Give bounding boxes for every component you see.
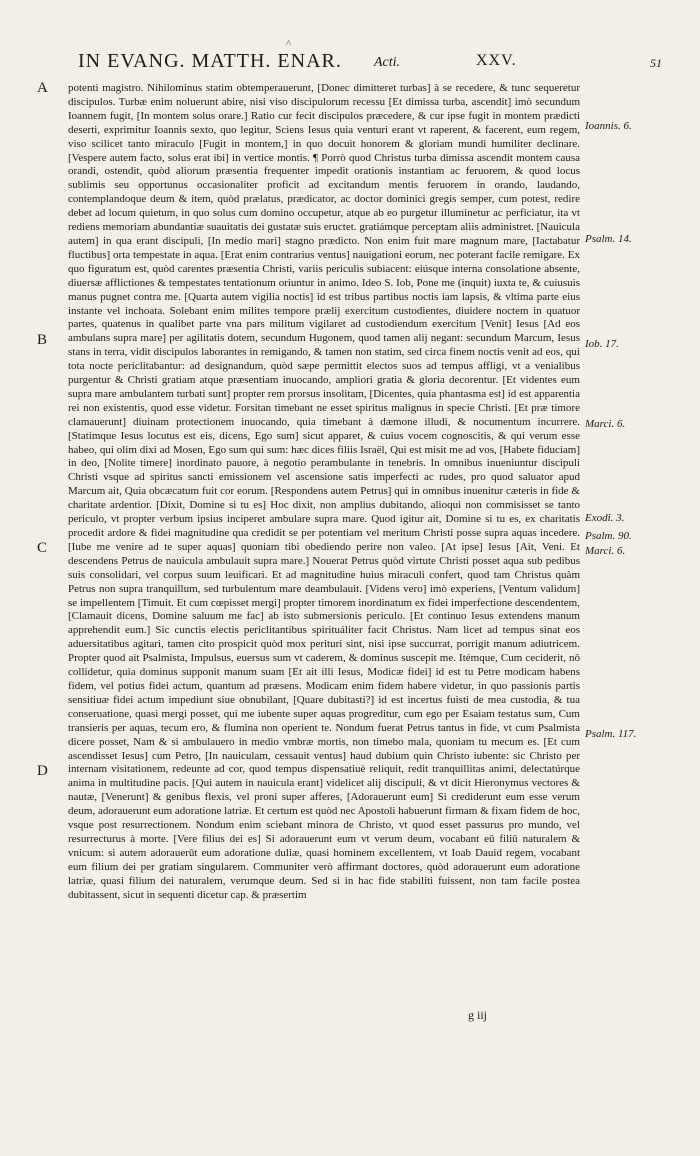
section-letter-c: C <box>37 540 48 556</box>
margin-reference: Exodi. 3. <box>585 512 625 524</box>
margin-reference: Iob. 17. <box>585 338 619 350</box>
running-subtitle: Acti. <box>374 55 401 70</box>
running-title: IN EVANG. MATTH. ENAR. <box>78 50 342 72</box>
section-letter-d: D <box>37 763 48 779</box>
folio-number: 51 <box>650 56 662 70</box>
chapter-number: XXV. <box>476 52 517 69</box>
margin-reference: Psalm. 117. <box>585 728 637 740</box>
margin-reference: Psalm. 14. <box>585 233 632 245</box>
margin-reference: Ioannis. 6. <box>585 120 632 132</box>
signature-mark: g iij <box>468 1008 488 1022</box>
commentary-body <box>68 82 580 906</box>
margin-reference: Marci. 6. <box>585 545 626 557</box>
running-header <box>78 50 578 80</box>
caret-mark: ^ <box>286 38 292 50</box>
commentary-paragraph: potenti magistro. Nihilominus statim obtemperauerunt, [Donec dimitteret turbas] à se recedere, & tunc sequeretur discipulos. Turbæ enim noluerunt abire, nisi viso discipulorum recessu [Et dimissa turba, ascendit] imò secundum Ioannem fugit, [In montem solus orare.] Ratio cur fecit discipulos præcedere, & cur ipse fugit in montem prædicti deserti, exprimitur Ioannis sexto, quo legitur, Sciens Iesus quia venturi erant vt raperent, & facerent, eum regem, viso scilicet tanto miraculo [Fugit in montem,] in quo docuit honorem & gloriam mundi humiliter declinare. [Vespere autem facto, solus erat ibi] in vertice montis. ¶ Porrò quod Christus turba dimissa ascendit montem causa orandi, ostendit, quòd aliorum præsentia frequenter impedit orationis instantiam ac feruorem, & quod locus sublimis seu opportunus occasionaliter proficit ad excitandum mentis feruorem in orando, laudando, contemplandoque deum & item, quòd prælatus, prædicator, ac doctor dominici gregis semper, cum potest, redire debet ad locum quietum, in quo solus cum domino occupetur, atque ab eo purgetur illuminetur ac perficiatur, ita vt rediens memoriam abundantiæ suauitatis dei gustatæ suis eructet. gratiámque perceptam aliis administret. [Nauicula autem] in qua erant discipuli, [In medio mari] stagno prædicto. Non enim fuit mare magnum mare, [Iactabatur fluctibus] orta tempestate in aqua. [Erat enim contrarius ventus] nauigationi eorum, nec poterant facile remigare. Ex quo figuratum est, quòd carentes præsentia Christi, variis periculis subiacent: eiúsque interna consolatione absente, diuersæ afflictiones & tempestates tentationum oriuntur in animo. Ideo S. Iob, Pone me (inquit) iuxta te, & cuiusuis manus pugnet contra me. [Quarta autem vigilia noctis] id est tribus partibus noctis iam lapsis, & vltima parte eius instante vel inchoata. Solebant enim milites tempore prælij exercitum custodientes, diuidere noctem in quatuor partes, quatenus in qualibet parte vna pars militum vigilaret ad custodiendum exercitum [Venit] Iesus [Ad eos ambulans supra mare] per agilitatis dotem, secundum Hugonem, quod tamen alij negant: secundum Marcum, Iesus stans in terra, vidit discipulos laborantes in remigando, & tamen non statim, sed circa finem noctis venit ad eos, qui tota nocte periclitabantur: ad designandum, quòd sæpe permittit electos suos ad tempus affligi, vt a venialibus purgentur & Christi gratiam atque præsentiam inuocando, ampliori gratia & gloria decorentur. [Et videntes eum supra mare ambulantem turbati sunt] propter rem prorsus insolitam, [Dicentes, quia phantasma est] id est apparentia rei non existentis, quod esse videtur. Forsitan timebant ne esset spiritus malignus in specie Christi. [Et præ timore clamauerunt] diuinam protectionem inuocando, quia timebant à dæmone illudi, & nocumentum incurrere. [Statimque Iesus locutus est eis, dicens, Ego sum] sicut apparet, & cuius vocem cognoscitis, & qui verum esse habeo, qui olim dixi ad Mosen, Ego sum qui sum: hæc dices filiis Israël, Qui est misit me ad vos, [Habete fiduciam] in deo, [Nolite timere] inordinato pauore, à negotio perambulante in tenebris. In omnibus inueniuntur discipuli Christi vsque ad spiritus sancti emissionem vel ascensione satis imperfecti ac rudes, pro quod saluator apud Marcum ait, Quia obcæcatum fuit cor eorum. [Respondens autem Petrus] qui in omnibus inuenitur cæteris in fide & charitate ardentior. [Dixit, Domine si tu es] Hoc dixit, non amplius dubitando, alioqui non commisisset se tanto periculo, vt propter verbum ipsius inciperet ambulare supra mare. Quod igitur ait, Domine si tu es, ex charitatis procedit ardore & fidei magnitudine qua credidit se per potentiam vel meritum Christi posse supra aquas incedere. [Iube me venire ad te super aquas] quoniam tibi obediendo perire non valeo. [At ipse] Iesus [Ait, Veni. Et descendens Petrus de nauicula ambulauit supra mare.] Nouerat Petrus quòd virtute Christi posset aqua sub pedibus suis consolidari, vel corpus suum leuificari. Et ad magnitudine huius miraculi confert, quod tam Christus quàm Petrus non supra tranquillum, sed turbulentum mare deambulauit. [Videns vero] imò experiens, [Ventum validum] se impellentem [Timuit. Et cum cœpisset mergi] propter timorem inordinatum ex fidei imperfectione descendentem, [Clamauit dicens, Domine saluum me fac] ab isto submersionis periculo. [Et continuo Iesus extendens manum apprehendit eum.] Sic cunctis electis periclitantibus spirituáliter facit Christus. Nam licet ad tempus sinat eos aduersitatibus agitari, tamen cito prospicit quòd mox perituri sint, nisi ipse succurrat, porrigit manum adiutricem. Propter quod ait Psalmista, Impulsus, euersus sum vt caderem, & dominus suscepit me. Itémque, Cum ceciderit, nō collidetur, quia dominus supponit manum suam [Et ait illi Iesus, Modicæ fidei] id est tu Petre modicam habens fidem, vel potius fidei actum, quantum ad præsens. Modicam enim fidem habere videtur, in quo passionis partis sensitiuæ fidei actum impediunt siue obnubilant, [Quare dubitasti?] id est incertus fuisti de mea custodia, & tua conseruatione, quasi mergi posset, qui me iubente super aquas progreditur, cum ego per Esaiam testatus sum, Cum transieris per aquas, tecum ero, & flumina non operient te. Nondum fuerat Petrus tantus in fide, vt cum Psalmista dicere posset, Nam & si ambulauero in medio vmbræ mortis, non timebo mala, quoniam tu mecum es. [Et cum ascendisset Iesus] cum Petro, [In nauiculam, cessauit ventus] haud dubium quin Christo iubente: sic Christo per internam visitationem, redeunte ad cor, quod tempus dispensatiuè reliquit, redit tranquillitas animi, delectatúrque anima in multitudine pacis. [Qui autem in nauicula erant] videlicet alij discipuli, & vt dicit Hieronymus vectores & nautæ, [Venerunt] & genibus flexis, vel proni super afferes, [Adorauerunt eum] Si crediderunt eum esse verum deum, adorauerunt eum adoratione latriæ. Et certum est quòd nec Apostoli habuerunt firmam & fixam fidem de hoc, vsque post resurrectionem. Nondum enim sciebant minora de Christo, vt quod esset passurus pro mundo, vel resurrecturus à morte. [Vere filius dei es] Si adorauerunt eum vt verum deum, vocabant eū filiū naturalem & vnicum: si autem adorauerūt eum adoratione duliæ, quasi hominem excellentem, vt Ioab Dauid regem, vocabant eum filium dei per gratiam singularem. Communiter verò affirmant doctores, quòd adorauerunt eum adoratione latriæ, quasi filium dei naturalem, verumque deum. Sed si in hac fide stabiliti fuissent, non tam facile postea dubitassent, sicut in sequenti dicetur cap. & præsertim <box>68 82 580 901</box>
section-letter-a: A <box>37 80 48 96</box>
margin-reference: Marci. 6. <box>585 418 626 430</box>
section-letter-b: B <box>37 332 48 348</box>
margin-reference: Psalm. 90. <box>585 530 632 542</box>
